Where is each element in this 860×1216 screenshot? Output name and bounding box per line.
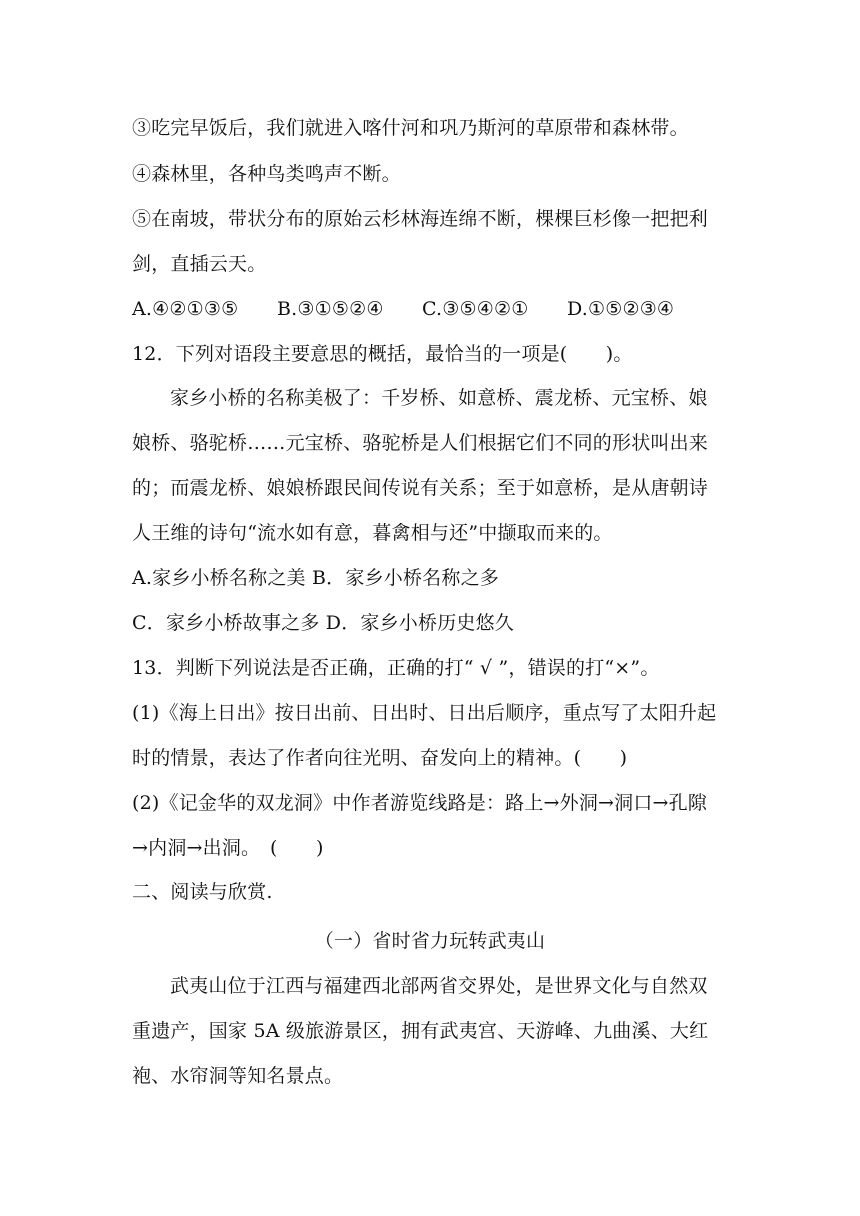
section-heading: 二、阅读与欣赏.: [132, 881, 273, 903]
question-12: 12．下列对语段主要意思的概括，最恰当的一项是( )。: [132, 343, 633, 365]
passage-line-1: 家乡小桥的名称美极了：千岁桥、如意桥、震龙桥、元宝桥、娘: [170, 387, 708, 409]
passage-line-2: 娘桥、骆驼桥……元宝桥、骆驼桥是人们根据它们不同的形状叫出来: [132, 432, 709, 454]
question-12-options-cd: C．家乡小桥故事之多 D．家乡小桥历史悠久: [132, 612, 515, 634]
passage-line-4: 人王维的诗句“流水如有意，暮禽相与还”中撷取而来的。: [132, 522, 613, 544]
option-a: A.④②①③⑤: [132, 298, 239, 320]
question-13-item-2-line2: →内洞→出洞。 ( ): [132, 837, 324, 859]
question-12-options-ab: A.家乡小桥名称之美 B．家乡小桥名称之多: [132, 567, 499, 589]
question-13-item-1-line1: (1)《海上日出》按日出前、日出时、日出后顺序，重点写了太阳升起: [132, 702, 717, 724]
sentence-3: ③吃完早饭后，我们就进入喀什河和巩乃斯河的草原带和森林带。: [132, 117, 689, 139]
option-d: D.①⑤②③④: [567, 298, 675, 320]
option-c: C.③⑤④②①: [422, 298, 529, 320]
passage-title: （一）省时省力玩转武夷山: [314, 930, 546, 952]
question-11-options: [132, 297, 732, 321]
reading-line-3: 袍、水帘洞等知名景点。: [132, 1065, 344, 1087]
sentence-5-line1: ⑤在南坡，带状分布的原始云杉林海连绵不断，棵棵巨杉像一把把利: [132, 208, 709, 230]
reading-line-1: 武夷山位于江西与福建西北部两省交界处，是世界文化与自然双: [170, 975, 708, 997]
sentence-4: ④森林里，各种鸟类鸣声不断。: [132, 163, 401, 185]
option-b: B.③①⑤②④: [277, 298, 384, 320]
question-13-item-2-line1: (2)《记金华的双龙洞》中作者游览线路是：路上→外洞→洞口→孔隙: [132, 792, 708, 814]
reading-line-2: 重遗产，国家 5A 级旅游景区，拥有武夷宫、天游峰、九曲溪、大红: [132, 1020, 709, 1042]
question-13-item-1-line2: 时的情景，表达了作者向往光明、奋发向上的精神。( ): [132, 747, 628, 769]
passage-line-3: 的；而震龙桥、娘娘桥跟民间传说有关系；至于如意桥，是从唐朝诗: [132, 477, 709, 499]
sentence-5-line2: 剑，直插云天。: [132, 253, 267, 275]
question-13: 13．判断下列说法是否正确，正确的打“ √ ”，错误的打“×”。: [132, 657, 660, 679]
